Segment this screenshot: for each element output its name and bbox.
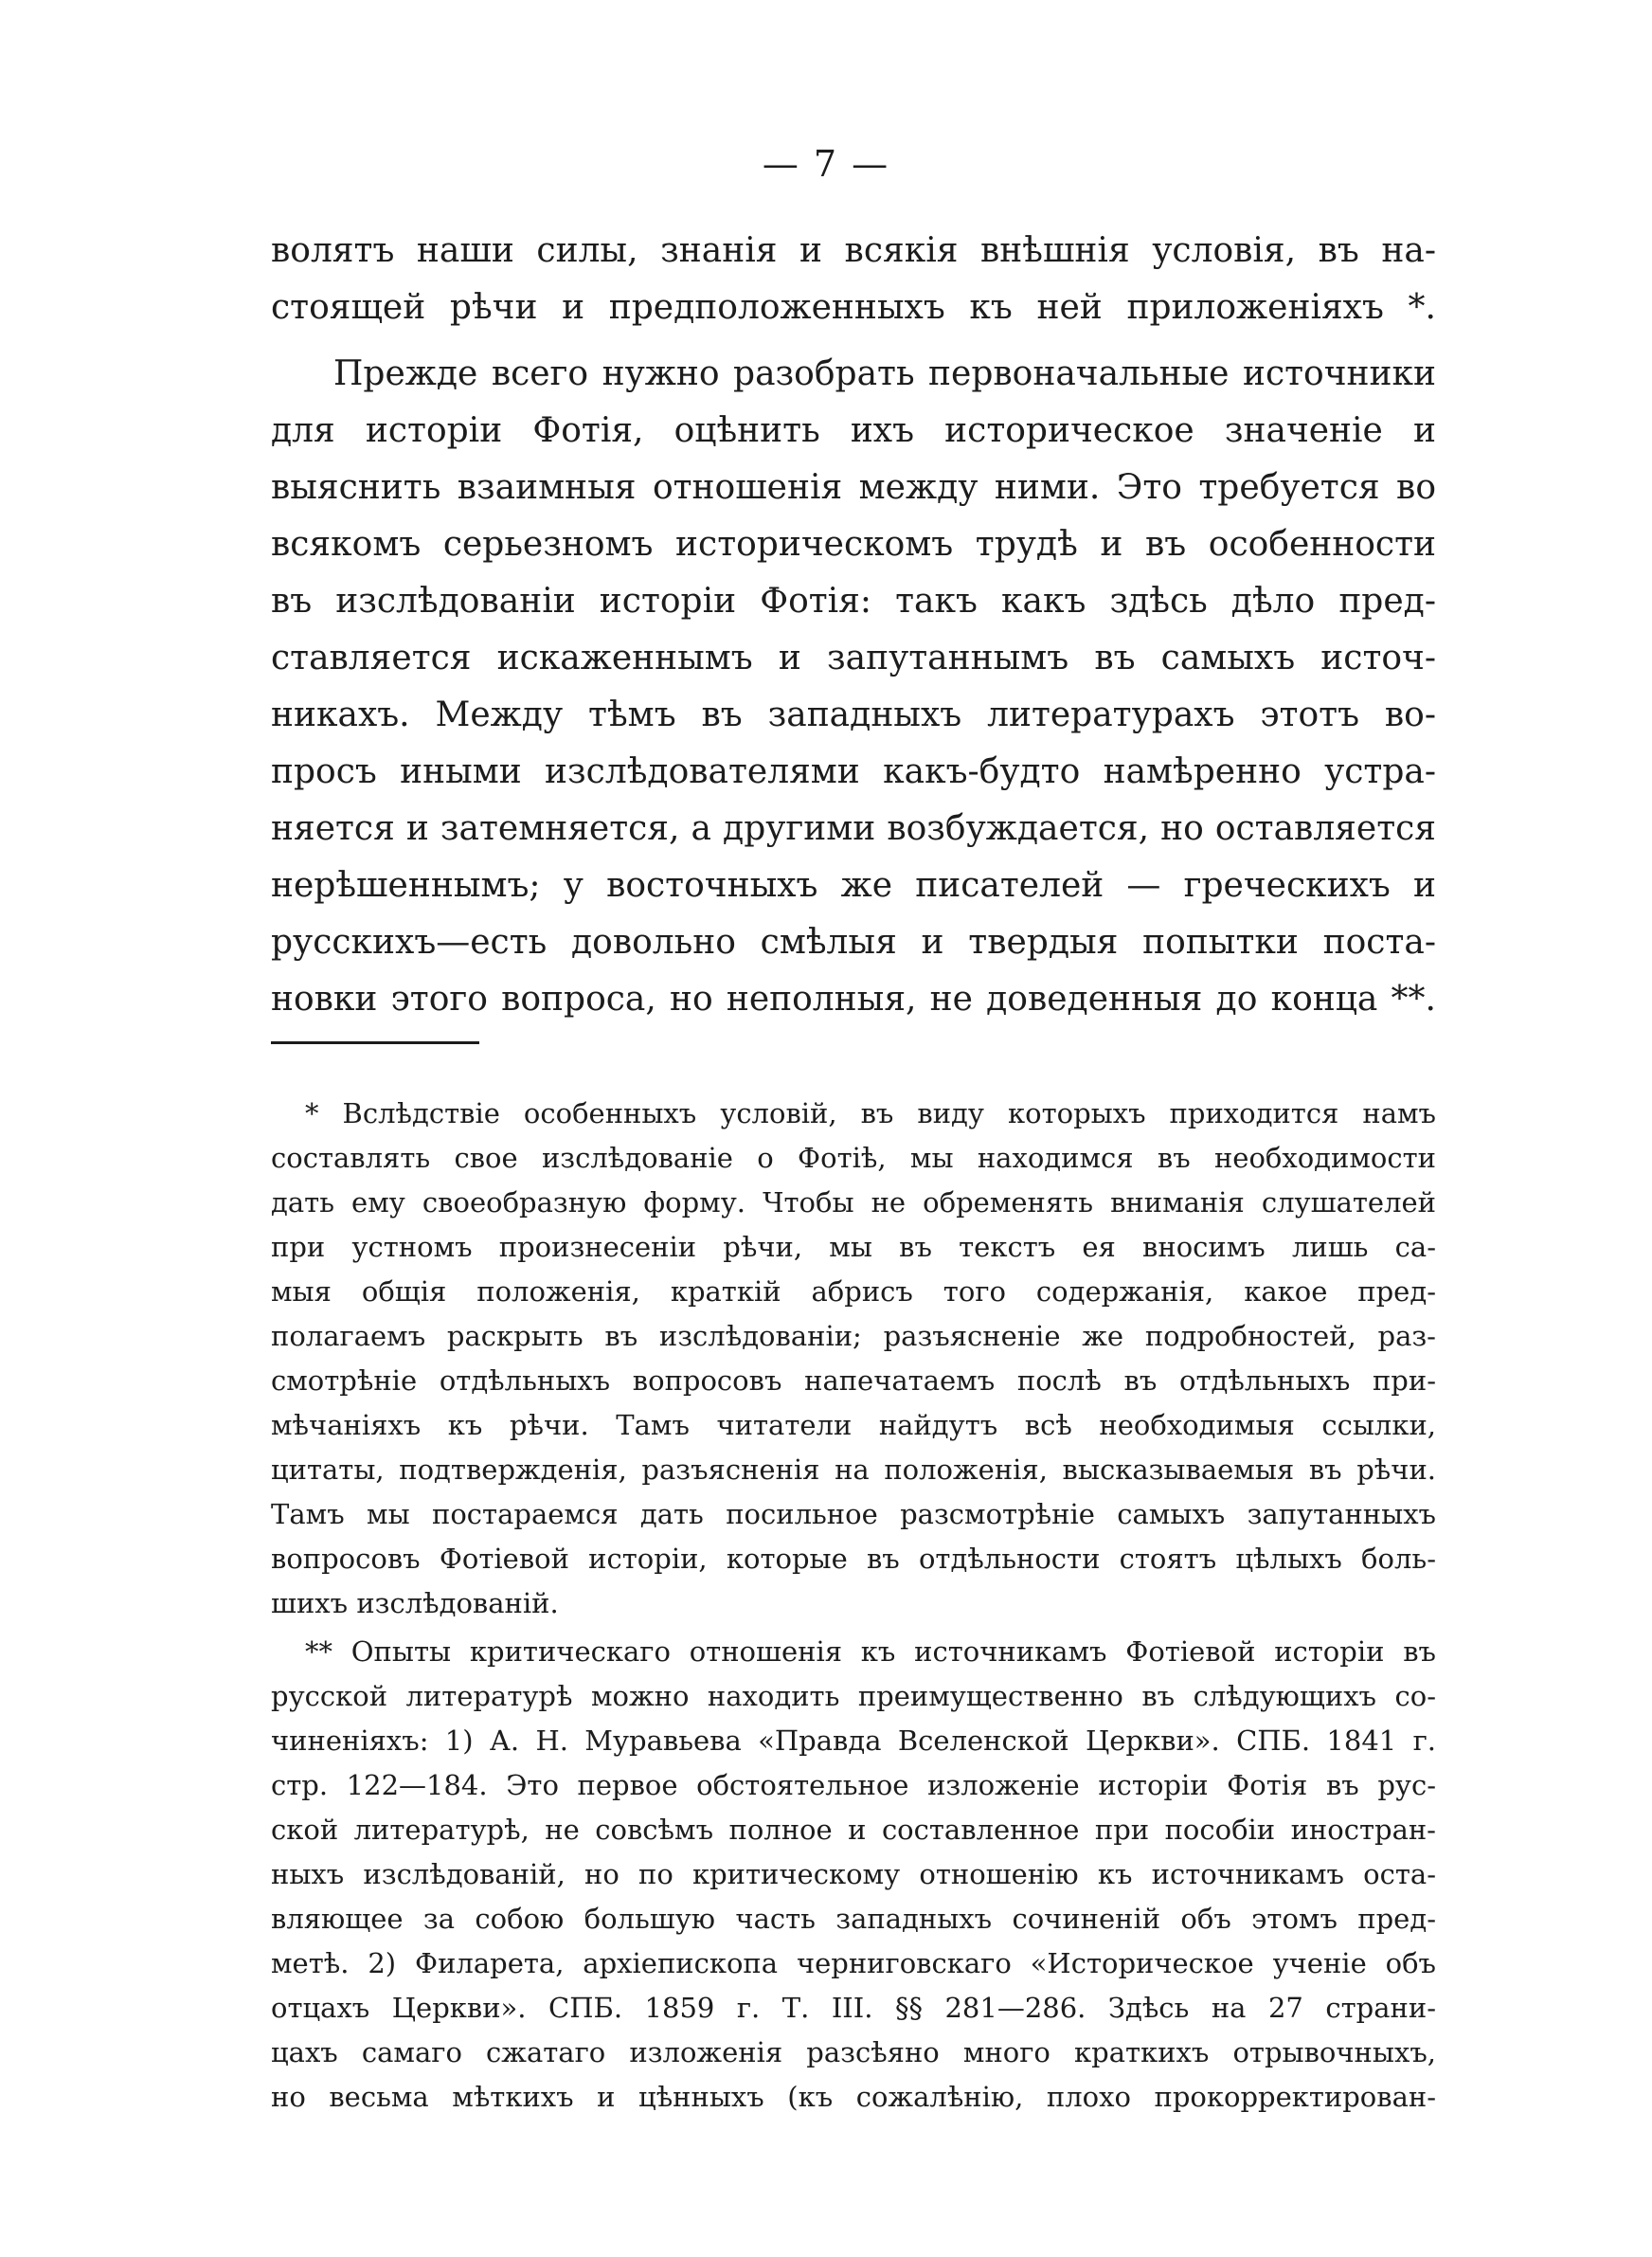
paragraph-gap [271, 336, 1436, 346]
footnote-line: стр. 122—184. Это первое обстоятельное изложеніе исторіи Фотія въ рус- [271, 1769, 1436, 1801]
text-line: новки этого вопроса, но неполныя, не доведенныя до конца **. [271, 980, 1436, 1019]
text-line: всякомъ серьезномъ историческомъ трудѣ и въ особенности [271, 525, 1436, 564]
footnote-line: составлять свое изслѣдованіе о Фотіѣ, мы находимся въ необходимости [271, 1142, 1436, 1174]
footnote-line: полагаемъ раскрыть въ изслѣдованіи; разъясненіе же подробностей, раз- [271, 1320, 1436, 1352]
footnote-line: мыя общія положенія, краткій абрисъ того содержанія, какое пред- [271, 1275, 1436, 1308]
footnote-line: ской литературѣ, не совсѣмъ полное и составленное при пособіи иностран- [271, 1814, 1436, 1846]
text-line: просъ иными изслѣдователями какъ-будто намѣренно устра- [271, 752, 1436, 791]
footnote-line: ныхъ изслѣдованій, но по критическому отношенію къ источникамъ оста- [271, 1858, 1436, 1890]
text-line: русскихъ—есть довольно смѣлыя и твердыя попытки поста- [271, 923, 1436, 962]
text-line: Прежде всего нужно разобрать первоначальные источники [333, 354, 1436, 393]
footnote-line: мѣчаніяхъ къ рѣчи. Тамъ читатели найдутъ всѣ необходимыя ссылки, [271, 1409, 1436, 1441]
footnote-line: цитаты, подтвержденія, разъясненія на положенія, высказываемыя въ рѣчи. [271, 1454, 1436, 1486]
footnote-line: вопросовъ Фотіевой исторіи, которые въ отдѣльности стоятъ цѣлыхъ боль- [271, 1543, 1436, 1575]
footnote-line: * Вслѣдствіе особенныхъ условій, въ виду которыхъ приходится намъ [305, 1097, 1436, 1129]
footnote-line: при устномъ произнесеніи рѣчи, мы въ текстъ ея вносимъ лишь са- [271, 1231, 1436, 1263]
footnote-divider [271, 1041, 479, 1044]
main-text [271, 223, 1436, 1028]
text-line: выяснить взаимныя отношенія между ними. Это требуется во [271, 468, 1436, 507]
footnote-line: шихъ изслѣдованій. [271, 1587, 559, 1619]
footnotes [271, 1092, 1436, 2120]
footnote-line: чиненіяхъ: 1) А. Н. Муравьева «Правда Вселенской Церкви». СПБ. 1841 г. [271, 1724, 1436, 1757]
footnote-line: русской литературѣ можно находить преимущественно въ слѣдующихъ со- [271, 1680, 1436, 1712]
text-line: волятъ наши силы, знанія и всякія внѣшнія условія, въ на- [271, 231, 1436, 270]
page-number: — 7 — [762, 143, 890, 185]
text-line: никахъ. Между тѣмъ въ западныхъ литературахъ этотъ во- [271, 695, 1436, 734]
footnote-line: метѣ. 2) Филарета, архіепископа черниговскаго «Историческое ученіе объ [271, 1947, 1436, 1979]
footnote-line: дать ему своеобразную форму. Чтобы не обременять вниманія слушателей [271, 1186, 1436, 1219]
footnote-line: но весьма мѣткихъ и цѣнныхъ (къ сожалѣнію, плохо прокорректирован- [271, 2081, 1436, 2113]
footnote-line: цахъ самаго сжатаго изложенія разсѣяно много краткихъ отрывочныхъ, [271, 2036, 1436, 2068]
footnote-line: ** Опыты критическаго отношенія къ источникамъ Фотіевой исторіи въ [305, 1635, 1436, 1668]
text-line: въ изслѣдованіи исторіи Фотія: такъ какъ здѣсь дѣло пред- [271, 582, 1436, 621]
footnote-line: отцахъ Церкви». СПБ. 1859 г. Т. III. §§ 281—286. Здѣсь на 27 страни- [271, 1992, 1436, 2024]
text-line: для исторіи Фотія, оцѣнить ихъ историческое значеніе и [271, 411, 1436, 450]
text-line: няется и затемняется, а другими возбуждается, но оставляется [271, 809, 1436, 848]
text-line: нерѣшеннымъ; у восточныхъ же писателей — греческихъ и [271, 866, 1436, 905]
footnote-line: Тамъ мы постараемся дать посильное разсмотрѣніе самыхъ запутанныхъ [271, 1498, 1436, 1530]
text-line: стоящей рѣчи и предположенныхъ къ ней приложеніяхъ *. [271, 288, 1436, 327]
footnote-line: вляющее за собою большую часть западныхъ сочиненій объ этомъ пред- [271, 1903, 1436, 1935]
text-line: ставляется искаженнымъ и запутаннымъ въ самыхъ источ- [271, 639, 1436, 677]
footnote-line: смотрѣніе отдѣльныхъ вопросовъ напечатаемъ послѣ въ отдѣльныхъ при- [271, 1364, 1436, 1397]
